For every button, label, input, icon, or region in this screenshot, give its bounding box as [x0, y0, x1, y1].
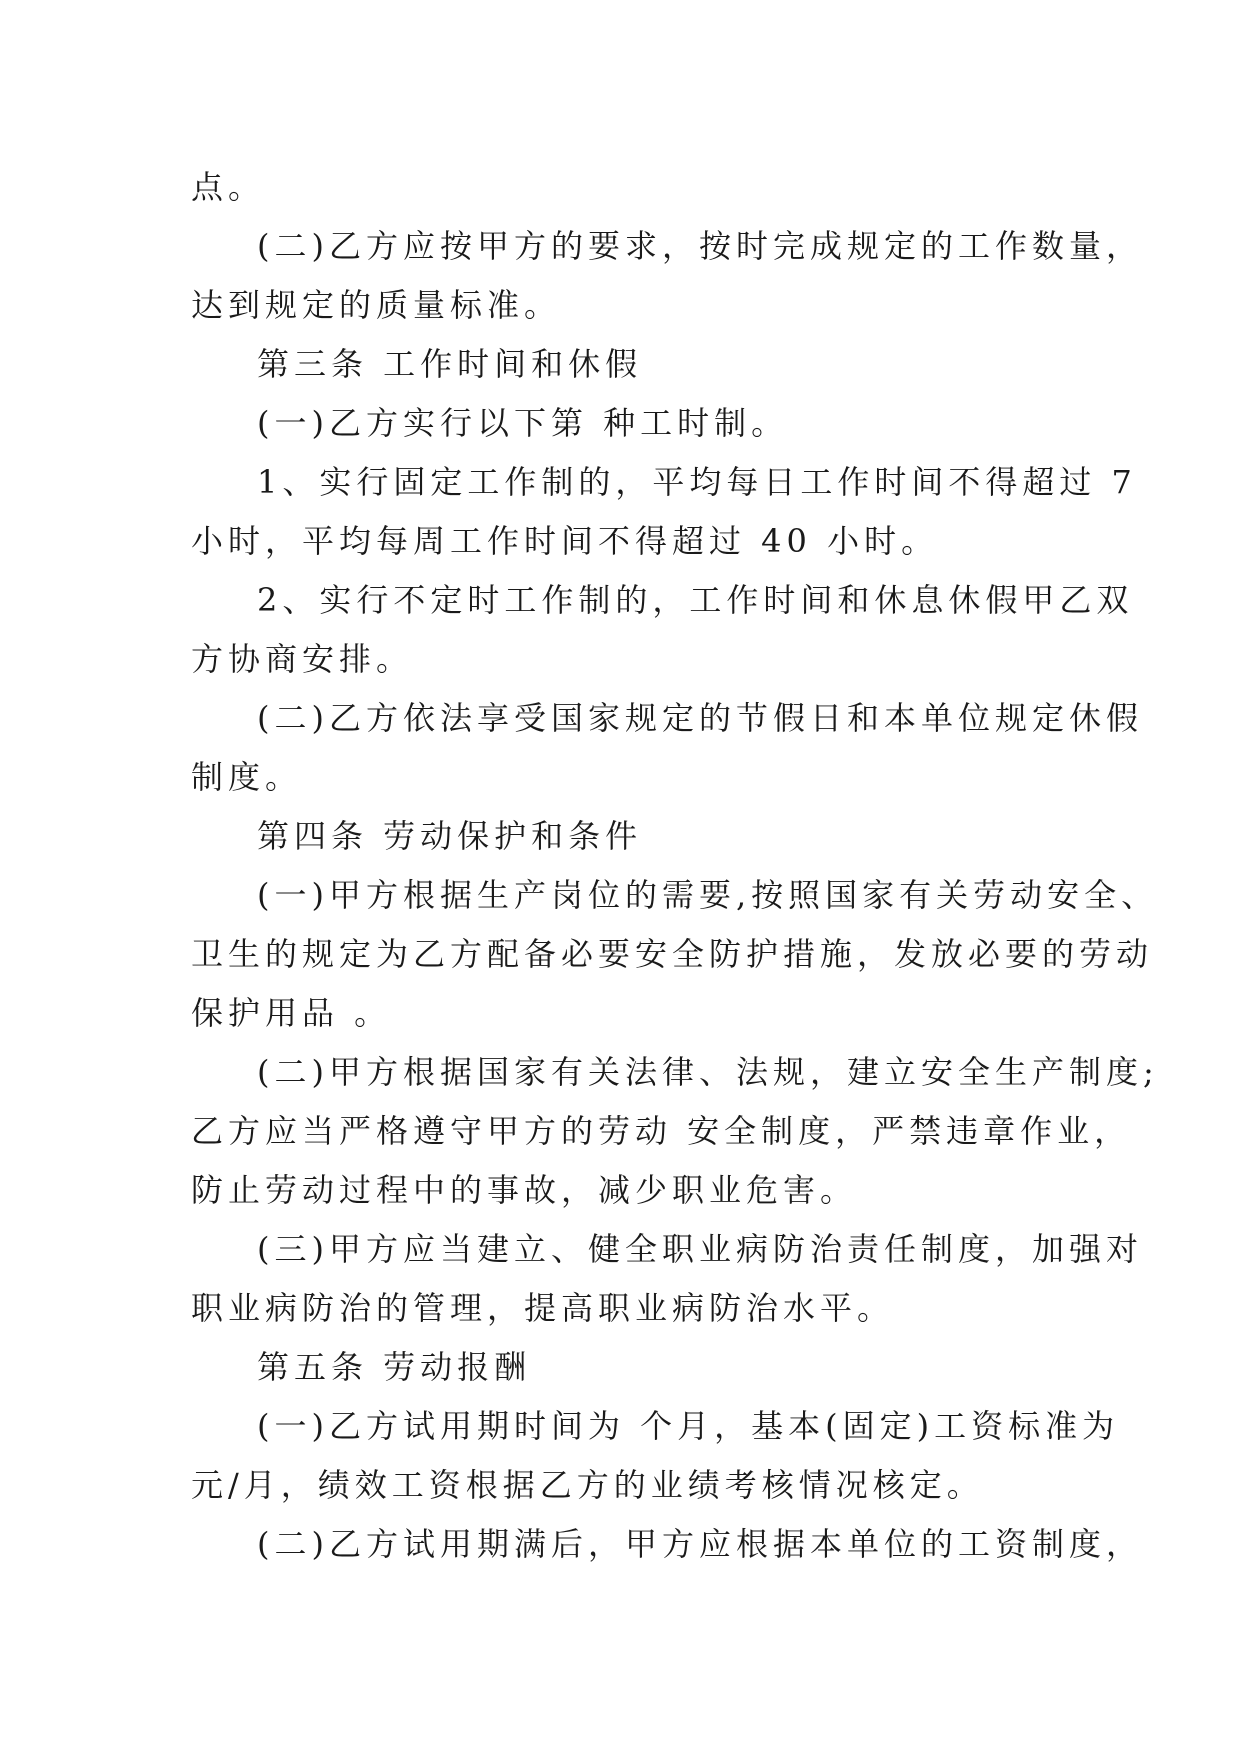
text-line: (二)乙方试用期满后，甲方应根据本单位的工资制度， [257, 1525, 1143, 1563]
section-heading: 第四条 劳动保护和条件 [257, 817, 643, 855]
text-line: 元/月，绩效工资根据乙方的业绩考核情况核定。 [191, 1466, 984, 1504]
text-line: 职业病防治的管理，提高职业病防治水平。 [191, 1289, 895, 1327]
text-line: (二)乙方应按甲方的要求，按时完成规定的工作数量， [257, 227, 1143, 265]
text-line: 卫生的规定为乙方配备必要安全防护措施，发放必要的劳动 [191, 935, 1154, 973]
text-line: 制度。 [191, 758, 303, 796]
text-line: 方协商安排。 [191, 640, 414, 678]
text-line: (一)甲方根据生产岗位的需要,按照国家有关劳动安全、 [257, 876, 1159, 914]
text-line: 1、实行固定工作制的，平均每日工作时间不得超过 7 [257, 463, 1137, 501]
text-line: (二)乙方依法享受国家规定的节假日和本单位规定休假 [257, 699, 1143, 737]
text-line: 达到规定的质量标准。 [191, 286, 562, 324]
section-heading: 第三条 工作时间和休假 [257, 345, 643, 383]
text-line: 保护用品 。 [191, 994, 392, 1032]
text-line: (一)乙方试用期时间为 个月，基本(固定)工资标准为 [257, 1407, 1120, 1445]
text-line: 小时，平均每周工作时间不得超过 40 小时。 [191, 522, 939, 560]
text-line: 防止劳动过程中的事故，减少职业危害。 [191, 1171, 858, 1209]
section-heading: 第五条 劳动报酬 [257, 1348, 532, 1386]
text-line: 点。 [191, 168, 266, 206]
text-line: 乙方应当严格遵守甲方的劳动 安全制度，严禁违章作业， [191, 1112, 1132, 1150]
text-line: 2、实行不定时工作制的，工作时间和休息休假甲乙双 [257, 581, 1134, 619]
text-line: (三)甲方应当建立、健全职业病防治责任制度，加强对 [257, 1230, 1143, 1268]
text-line: (一)乙方实行以下第 种工时制。 [257, 404, 789, 442]
text-line: (二)甲方根据国家有关法律、法规，建立安全生产制度; [257, 1053, 1159, 1091]
